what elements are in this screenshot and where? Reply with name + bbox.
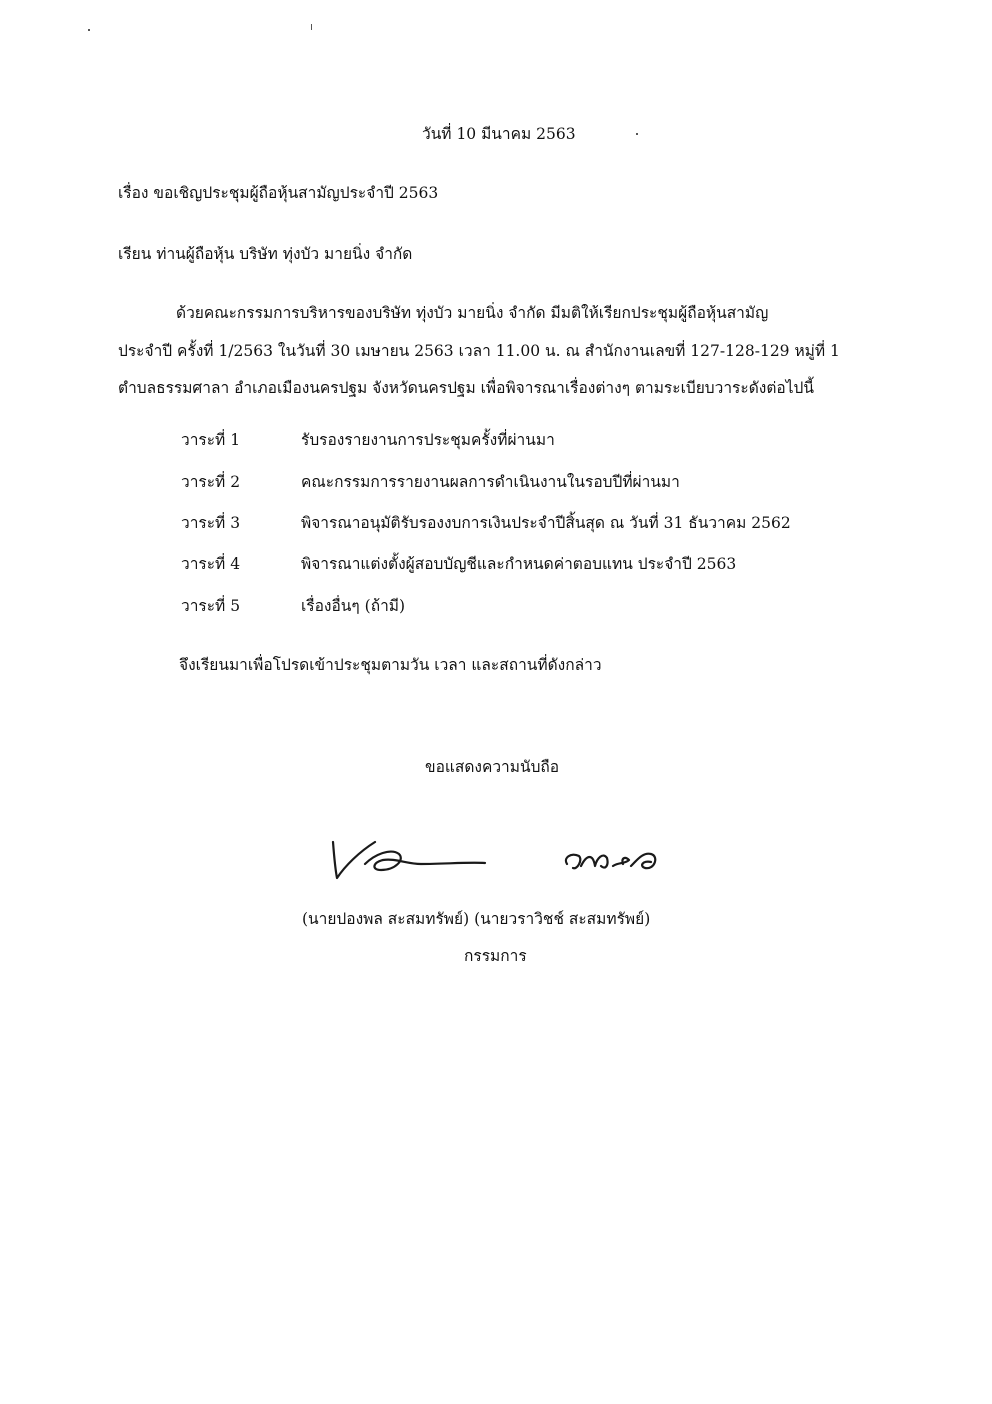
signatory-position: กรรมการ [464,947,527,965]
agenda-label: วาระที่ 2 [181,473,241,491]
agenda-item [181,596,881,618]
body-line-2: ประจำปี ครั้งที่ 1/2563 ในวันที่ 30 เมษายน 2563 เวลา 11.00 น. ณ สำนักงานเลขที่ 127-128-129 หมู่ที่ 1 [118,342,840,360]
signature-2 [566,854,655,869]
closing-line: จึงเรียนมาเพื่อโปรดเข้าประชุมตามวัน เวลา และสถานที่ดังกล่าว [179,656,602,674]
agenda-label: วาระที่ 4 [181,555,241,573]
agenda-item [181,472,881,494]
agenda-text: รับรองรายงานการประชุมครั้งที่ผ่านมา [301,431,555,449]
body-line-3: ตำบลธรรมศาลา อำเภอเมืองนครปฐม จังหวัดนครปฐม เพื่อพิจารณาเรื่องต่างๆ ตามระเบียบวาระดังต่อไปนี้ [118,379,814,397]
agenda-label: วาระที่ 3 [181,514,241,532]
agenda-label: วาระที่ 5 [181,597,241,615]
agenda-item [181,554,881,576]
scan-speck [311,24,312,30]
agenda-text: พิจารณาแต่งตั้งผู้สอบบัญชีและกำหนดค่าตอบแทน ประจำปี 2563 [301,555,737,573]
body-line-1: ด้วยคณะกรรมการบริหารของบริษัท ทุ่งบัว มายนิ่ง จำกัด มีมติให้เรียกประชุมผู้ถือหุ้นสามัญ [176,304,769,322]
scan-speck [636,133,638,135]
agenda-label: วาระที่ 1 [181,431,241,449]
scan-speck [88,29,90,31]
agenda-item [181,513,881,535]
agenda-text: เรื่องอื่นๆ (ถ้ามี) [301,597,406,615]
agenda-text: พิจารณาอนุมัติรับรองงบการเงินประจำปีสิ้นสุด ณ วันที่ 31 ธันวาคม 2562 [301,514,791,532]
regards-line: ขอแสดงความนับถือ [425,758,560,776]
letter-subject: เรื่อง ขอเชิญประชุมผู้ถือหุ้นสามัญประจำปี 2563 [118,184,439,202]
letter-recipient: เรียน ท่านผู้ถือหุ้น บริษัท ทุ่งบัว มายนิ่ง จำกัด [118,245,413,263]
signatory-names: (นายปองพล สะสมทรัพย์) (นายวราวิชช์ สะสมทรัพย์) [302,910,651,928]
handwritten-signatures [325,830,675,890]
agenda-item [181,430,881,452]
signature-1 [333,842,485,878]
letter-date: วันที่ 10 มีนาคม 2563 [422,125,576,143]
agenda-text: คณะกรรมการรายงานผลการดำเนินงานในรอบปีที่ผ่านมา [301,473,680,491]
